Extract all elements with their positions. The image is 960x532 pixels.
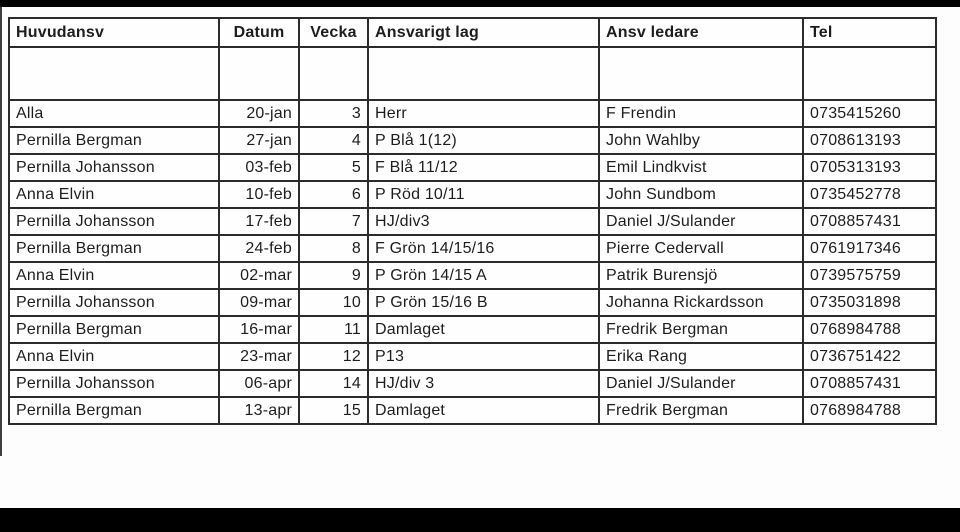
empty-cell	[9, 47, 219, 100]
cell-lag: P Blå 1(12)	[368, 127, 599, 154]
cell-datum: 24-feb	[219, 235, 299, 262]
empty-cell	[599, 47, 803, 100]
cell-ledare: Daniel J/Sulander	[599, 208, 803, 235]
cell-tel: 0768984788	[803, 316, 936, 343]
cell-ledare: Erika Rang	[599, 343, 803, 370]
cell-lag: P Grön 14/15 A	[368, 262, 599, 289]
cell-datum: 02-mar	[219, 262, 299, 289]
table-row	[9, 154, 936, 181]
cell-tel: 0708857431	[803, 208, 936, 235]
cell-lag: P Grön 15/16 B	[368, 289, 599, 316]
cell-datum: 06-apr	[219, 370, 299, 397]
cell-lag: P13	[368, 343, 599, 370]
cell-huvudansv: Pernilla Bergman	[9, 127, 219, 154]
cell-datum: 13-apr	[219, 397, 299, 424]
cell-ledare: John Wahlby	[599, 127, 803, 154]
schedule-table	[8, 17, 937, 425]
empty-cell	[219, 47, 299, 100]
cell-ledare: John Sundbom	[599, 181, 803, 208]
table-row	[9, 181, 936, 208]
cell-vecka: 4	[299, 127, 368, 154]
table-row	[9, 397, 936, 424]
letterbox-top-bar	[0, 0, 960, 7]
cell-ledare: Fredrik Bergman	[599, 316, 803, 343]
cell-huvudansv: Pernilla Bergman	[9, 397, 219, 424]
cell-ledare: F Frendin	[599, 100, 803, 127]
table-row	[9, 370, 936, 397]
spreadsheet-photo	[8, 17, 937, 425]
cell-ledare: Johanna Rickardsson	[599, 289, 803, 316]
cell-huvudansv: Anna Elvin	[9, 343, 219, 370]
cell-vecka: 10	[299, 289, 368, 316]
header-row	[9, 18, 936, 47]
column-header-huvudansv: Huvudansv	[9, 18, 219, 47]
cell-vecka: 12	[299, 343, 368, 370]
table-header	[9, 18, 936, 100]
cell-vecka: 14	[299, 370, 368, 397]
cell-tel: 0705313193	[803, 154, 936, 181]
cell-lag: HJ/div3	[368, 208, 599, 235]
cell-vecka: 15	[299, 397, 368, 424]
cell-datum: 17-feb	[219, 208, 299, 235]
table-row	[9, 100, 936, 127]
cell-datum: 20-jan	[219, 100, 299, 127]
cell-datum: 16-mar	[219, 316, 299, 343]
empty-cell	[368, 47, 599, 100]
column-header-tel: Tel	[803, 18, 936, 47]
cell-lag: Herr	[368, 100, 599, 127]
column-header-ansv-ledare: Ansv ledare	[599, 18, 803, 47]
cell-vecka: 5	[299, 154, 368, 181]
cell-lag: HJ/div 3	[368, 370, 599, 397]
cell-lag: F Blå 11/12	[368, 154, 599, 181]
cell-huvudansv: Pernilla Bergman	[9, 235, 219, 262]
cell-vecka: 11	[299, 316, 368, 343]
cell-lag: P Röd 10/11	[368, 181, 599, 208]
cell-huvudansv: Anna Elvin	[9, 262, 219, 289]
cell-vecka: 3	[299, 100, 368, 127]
cell-huvudansv: Pernilla Bergman	[9, 316, 219, 343]
empty-cell	[803, 47, 936, 100]
cell-tel: 0735031898	[803, 289, 936, 316]
table-row	[9, 235, 936, 262]
cell-tel: 0736751422	[803, 343, 936, 370]
cell-lag: Damlaget	[368, 397, 599, 424]
cell-lag: F Grön 14/15/16	[368, 235, 599, 262]
cell-tel: 0708857431	[803, 370, 936, 397]
cell-huvudansv: Anna Elvin	[9, 181, 219, 208]
cell-lag: Damlaget	[368, 316, 599, 343]
column-header-datum: Datum	[219, 18, 299, 47]
cell-vecka: 6	[299, 181, 368, 208]
cell-tel: 0735415260	[803, 100, 936, 127]
cell-tel: 0768984788	[803, 397, 936, 424]
cell-ledare: Daniel J/Sulander	[599, 370, 803, 397]
table-row	[9, 208, 936, 235]
cell-huvudansv: Pernilla Johansson	[9, 208, 219, 235]
cell-ledare: Emil Lindkvist	[599, 154, 803, 181]
table-row	[9, 316, 936, 343]
empty-spacer-row	[9, 47, 936, 100]
table-row	[9, 289, 936, 316]
cell-datum: 09-mar	[219, 289, 299, 316]
cell-datum: 27-jan	[219, 127, 299, 154]
cell-ledare: Fredrik Bergman	[599, 397, 803, 424]
cell-huvudansv: Pernilla Johansson	[9, 370, 219, 397]
photo-left-edge	[0, 7, 2, 456]
cell-datum: 23-mar	[219, 343, 299, 370]
table-row	[9, 127, 936, 154]
cell-vecka: 9	[299, 262, 368, 289]
cell-vecka: 8	[299, 235, 368, 262]
letterbox-bottom-bar	[0, 508, 960, 532]
cell-ledare: Patrik Burensjö	[599, 262, 803, 289]
empty-cell	[299, 47, 368, 100]
cell-tel: 0761917346	[803, 235, 936, 262]
cell-tel: 0735452778	[803, 181, 936, 208]
column-header-vecka: Vecka	[299, 18, 368, 47]
cell-datum: 10-feb	[219, 181, 299, 208]
table-row	[9, 262, 936, 289]
cell-vecka: 7	[299, 208, 368, 235]
table-row	[9, 343, 936, 370]
column-header-ansvarigt-lag: Ansvarigt lag	[368, 18, 599, 47]
table-body	[9, 100, 936, 424]
cell-tel: 0739575759	[803, 262, 936, 289]
cell-huvudansv: Alla	[9, 100, 219, 127]
cell-huvudansv: Pernilla Johansson	[9, 154, 219, 181]
cell-ledare: Pierre Cedervall	[599, 235, 803, 262]
cell-datum: 03-feb	[219, 154, 299, 181]
cell-huvudansv: Pernilla Johansson	[9, 289, 219, 316]
cell-tel: 0708613193	[803, 127, 936, 154]
